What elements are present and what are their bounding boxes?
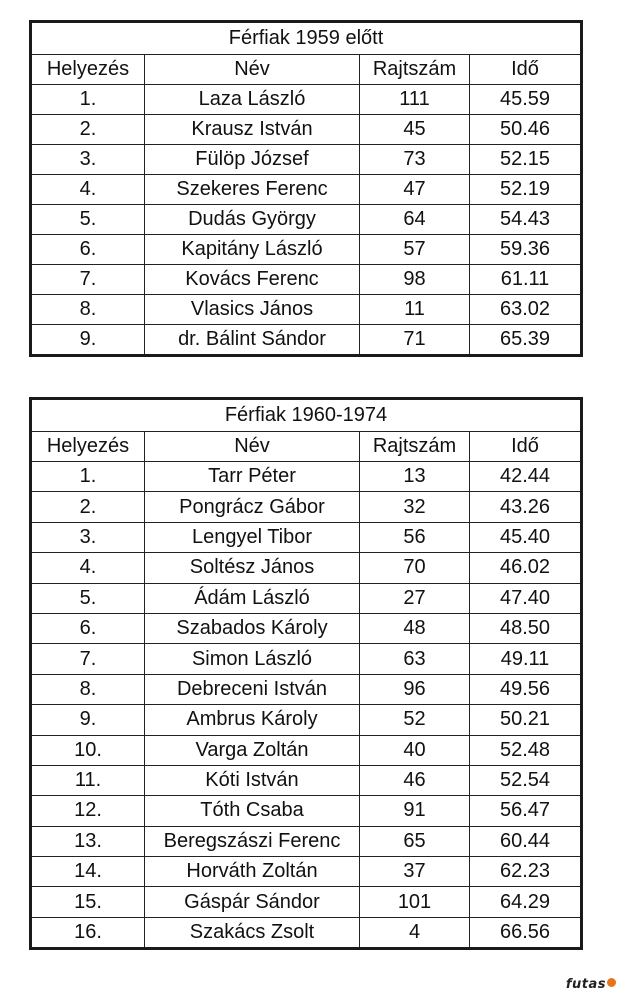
table-row [31,644,582,674]
rank-cell: 12. [31,796,145,826]
time-cell: 45.59 [470,85,582,115]
table-row [31,295,582,325]
column-header-nev: Név [145,432,360,462]
column-header-rajtszam: Rajtszám [360,432,470,462]
name-cell: Szabados Károly [145,613,360,643]
table-row [31,705,582,735]
table-row [31,857,582,887]
name-cell: Varga Zoltán [145,735,360,765]
name-cell: Simon László [145,644,360,674]
table-row [31,735,582,765]
name-cell: dr. Bálint Sándor [145,325,360,356]
rank-cell: 14. [31,857,145,887]
name-cell: Beregszászi Ferenc [145,826,360,856]
bib-cell: 52 [360,705,470,735]
table-row [31,887,582,917]
table-row [31,765,582,795]
runner-dot-icon [607,978,616,987]
bib-cell: 96 [360,674,470,704]
bib-cell: 45 [360,115,470,145]
column-header-ido: Idő [470,432,582,462]
time-cell: 64.29 [470,887,582,917]
rank-cell: 9. [31,325,145,356]
bib-cell: 56 [360,522,470,552]
rank-cell: 5. [31,583,145,613]
rank-cell: 7. [31,265,145,295]
results-table-1960-1974 [29,397,583,950]
name-cell: Ambrus Károly [145,705,360,735]
rank-cell: 6. [31,235,145,265]
time-cell: 54.43 [470,205,582,235]
table-title: Férfiak 1959 előtt [31,22,582,55]
rank-cell: 1. [31,462,145,492]
bib-cell: 48 [360,613,470,643]
name-cell: Krausz István [145,115,360,145]
time-cell: 50.46 [470,115,582,145]
rank-cell: 8. [31,674,145,704]
table-row [31,235,582,265]
rank-cell: 1. [31,85,145,115]
column-header-rajtszam: Rajtszám [360,55,470,85]
rank-cell: 8. [31,295,145,325]
table-row [31,613,582,643]
name-cell: Szekeres Ferenc [145,175,360,205]
bib-cell: 32 [360,492,470,522]
table-title: Férfiak 1960-1974 [31,399,582,432]
name-cell: Vlasics János [145,295,360,325]
table-row [31,325,582,356]
bib-cell: 4 [360,917,470,948]
table-row [31,522,582,552]
rank-cell: 9. [31,705,145,735]
time-cell: 52.19 [470,175,582,205]
name-cell: Tarr Péter [145,462,360,492]
name-cell: Dudás György [145,205,360,235]
bib-cell: 101 [360,887,470,917]
table-row [31,145,582,175]
time-cell: 52.48 [470,735,582,765]
rank-cell: 13. [31,826,145,856]
name-cell: Kóti István [145,765,360,795]
name-cell: Fülöp József [145,145,360,175]
name-cell: Soltész János [145,553,360,583]
name-cell: Kovács Ferenc [145,265,360,295]
time-cell: 56.47 [470,796,582,826]
bib-cell: 98 [360,265,470,295]
table-row [31,462,582,492]
bib-cell: 71 [360,325,470,356]
time-cell: 42.44 [470,462,582,492]
bib-cell: 37 [360,857,470,887]
rank-cell: 4. [31,175,145,205]
time-cell: 65.39 [470,325,582,356]
rank-cell: 10. [31,735,145,765]
table-row [31,175,582,205]
table-row [31,826,582,856]
column-header-ido: Idő [470,55,582,85]
rank-cell: 2. [31,115,145,145]
rank-cell: 15. [31,887,145,917]
name-cell: Lengyel Tibor [145,522,360,552]
header-row [31,55,582,85]
name-cell: Debreceni István [145,674,360,704]
bib-cell: 47 [360,175,470,205]
time-cell: 46.02 [470,553,582,583]
bib-cell: 91 [360,796,470,826]
bib-cell: 111 [360,85,470,115]
time-cell: 52.15 [470,145,582,175]
rank-cell: 6. [31,613,145,643]
time-cell: 49.11 [470,644,582,674]
time-cell: 47.40 [470,583,582,613]
name-cell: Szakács Zsolt [145,917,360,948]
column-header-helyezes: Helyezés [31,432,145,462]
results-table-1959 [29,20,583,357]
bib-cell: 13 [360,462,470,492]
table-row [31,115,582,145]
name-cell: Laza László [145,85,360,115]
time-cell: 59.36 [470,235,582,265]
column-header-helyezes: Helyezés [31,55,145,85]
table-row [31,553,582,583]
futas-logo [566,977,616,992]
rank-cell: 5. [31,205,145,235]
rank-cell: 2. [31,492,145,522]
watermark-text: futas [565,977,606,992]
table-row [31,917,582,948]
bib-cell: 70 [360,553,470,583]
bib-cell: 73 [360,145,470,175]
time-cell: 43.26 [470,492,582,522]
time-cell: 63.02 [470,295,582,325]
name-cell: Tóth Csaba [145,796,360,826]
time-cell: 62.23 [470,857,582,887]
rank-cell: 7. [31,644,145,674]
rank-cell: 11. [31,765,145,795]
table-row [31,492,582,522]
time-cell: 49.56 [470,674,582,704]
table-row [31,583,582,613]
bib-cell: 40 [360,735,470,765]
rank-cell: 3. [31,145,145,175]
name-cell: Gáspár Sándor [145,887,360,917]
table-row [31,265,582,295]
name-cell: Ádám László [145,583,360,613]
rank-cell: 16. [31,917,145,948]
name-cell: Pongrácz Gábor [145,492,360,522]
bib-cell: 63 [360,644,470,674]
time-cell: 52.54 [470,765,582,795]
bib-cell: 46 [360,765,470,795]
name-cell: Kapitány László [145,235,360,265]
name-cell: Horváth Zoltán [145,857,360,887]
time-cell: 60.44 [470,826,582,856]
time-cell: 66.56 [470,917,582,948]
table-row [31,674,582,704]
table-row [31,205,582,235]
column-header-nev: Név [145,55,360,85]
bib-cell: 64 [360,205,470,235]
rank-cell: 4. [31,553,145,583]
bib-cell: 27 [360,583,470,613]
table-row [31,796,582,826]
time-cell: 61.11 [470,265,582,295]
time-cell: 45.40 [470,522,582,552]
bib-cell: 65 [360,826,470,856]
table-row [31,85,582,115]
header-row [31,432,582,462]
time-cell: 50.21 [470,705,582,735]
rank-cell: 3. [31,522,145,552]
time-cell: 48.50 [470,613,582,643]
bib-cell: 57 [360,235,470,265]
bib-cell: 11 [360,295,470,325]
